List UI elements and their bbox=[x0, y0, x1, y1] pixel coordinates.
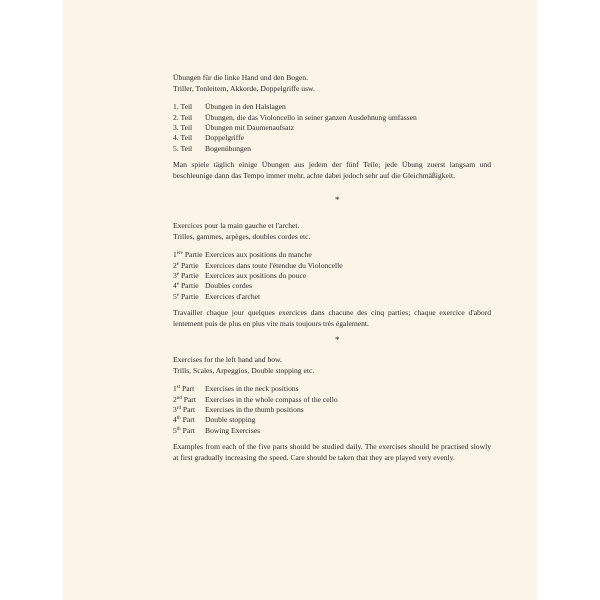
german-heading: Übungen für die linke Hand und den Bogen. bbox=[173, 73, 308, 82]
list-item bbox=[173, 133, 513, 143]
item-text: Übungen in den Halslagen bbox=[205, 102, 286, 112]
item-text: Double stopping bbox=[205, 415, 256, 425]
item-number: 4. bbox=[173, 133, 179, 143]
item-word: Teil bbox=[180, 133, 193, 143]
item-suffix: st bbox=[176, 385, 181, 391]
item-suffix: nd bbox=[176, 395, 182, 401]
section-separator: * bbox=[335, 195, 340, 205]
item-word: Teil bbox=[180, 112, 193, 122]
item-word: Teil bbox=[180, 143, 193, 153]
item-text: Übungen, die das Violoncello in seiner ganzen Ausdehnung umfassen bbox=[205, 112, 417, 122]
item-word: Partie bbox=[180, 281, 199, 291]
list-item bbox=[173, 281, 513, 291]
item-number: 5 bbox=[173, 291, 177, 301]
item-text: Exercices aux positions du manche bbox=[205, 250, 312, 260]
item-number: 5 bbox=[173, 425, 177, 435]
list-item bbox=[173, 261, 513, 271]
item-number: 1 bbox=[173, 250, 177, 260]
french-section bbox=[173, 221, 513, 337]
item-word: Teil bbox=[180, 122, 193, 132]
item-number: 4 bbox=[173, 281, 177, 291]
french-heading: Exercices pour la main gauche et l'archet. bbox=[173, 221, 300, 230]
item-word: Part bbox=[182, 425, 195, 435]
list-item bbox=[173, 395, 513, 405]
item-suffix: th bbox=[176, 426, 181, 432]
list-item bbox=[173, 123, 513, 133]
item-number: 1 bbox=[173, 384, 177, 394]
item-number: 3. bbox=[173, 122, 179, 132]
english-parts-list bbox=[173, 384, 513, 436]
item-text: Übungen mit Daumenaufsatz bbox=[205, 122, 294, 132]
item-number: 2. bbox=[173, 112, 179, 122]
section-separator: * bbox=[335, 335, 340, 345]
french-paragraph: Travailler chaque jour quelques exercices dans chacune des cinq parties; chaque exercice d'abord lentement puis de plus en plus vite mais toujours très également. bbox=[173, 308, 491, 328]
item-number: 3 bbox=[173, 404, 177, 414]
french-parts-list bbox=[173, 250, 513, 302]
english-subheading: Trills, Scales, Arpeggios, Double stopping etc. bbox=[173, 365, 315, 375]
item-text: Exercices dans toute l'étendue du Violoncelle bbox=[205, 260, 343, 270]
item-word: Part bbox=[182, 384, 195, 394]
item-text: Bowing Exercises bbox=[205, 425, 261, 435]
list-item bbox=[173, 271, 513, 281]
item-suffix: e bbox=[176, 282, 180, 288]
document-page bbox=[63, 0, 537, 600]
item-suffix: th bbox=[176, 416, 181, 422]
german-subheading: Triller, Tonleitern, Akkorde, Doppelgriffe usw. bbox=[173, 83, 315, 93]
item-text: Exercices aux positions du pouce bbox=[205, 270, 307, 280]
list-item bbox=[173, 426, 513, 436]
item-word: Teil bbox=[180, 102, 193, 112]
item-text: Exercises in the thumb positions bbox=[205, 404, 304, 414]
item-text: Doubles cordes bbox=[205, 281, 253, 291]
list-item bbox=[173, 102, 513, 112]
english-section bbox=[173, 355, 513, 471]
item-text: Exercises in the whole compass of the cello bbox=[205, 394, 338, 404]
item-word: Part bbox=[182, 415, 195, 425]
list-item bbox=[173, 250, 513, 260]
list-item bbox=[173, 144, 513, 154]
item-number: 2 bbox=[173, 260, 177, 270]
item-suffix: rd bbox=[176, 405, 181, 411]
item-number: 1. bbox=[173, 102, 179, 112]
item-text: Exercises in the neck positions bbox=[205, 384, 299, 394]
french-subheading: Trilles, gammes, arpèges, doubles cordes etc. bbox=[173, 231, 311, 241]
item-suffix: e bbox=[176, 271, 180, 277]
list-item bbox=[173, 405, 513, 415]
item-number: 4 bbox=[173, 415, 177, 425]
item-word: Partie bbox=[180, 291, 199, 301]
english-header bbox=[173, 355, 513, 376]
item-word: Part bbox=[182, 404, 196, 414]
english-paragraph: Examples from each of the five parts should be studied daily. The exercises should be practised slowly at first gradually increasing the speed. Care should be taken that they are played very evenly. bbox=[173, 442, 491, 462]
german-section bbox=[173, 73, 513, 189]
item-word: Partie bbox=[184, 250, 203, 260]
item-suffix: e bbox=[176, 261, 180, 267]
list-item bbox=[173, 292, 513, 302]
item-word: Partie bbox=[180, 270, 199, 280]
item-text: Doppelgriffe bbox=[205, 133, 245, 143]
item-number: 3 bbox=[173, 270, 177, 280]
german-paragraph: Man spiele täglich einige Übungen aus jedem der fünf Teile; jede Übung zuerst langsam und beschleunige dann das Tempo immer mehr, achte dabei jedoch sehr auf die Gleichmäßigkeit. bbox=[173, 160, 491, 180]
french-header bbox=[173, 221, 513, 242]
item-word: Part bbox=[183, 394, 196, 404]
list-item bbox=[173, 415, 513, 425]
german-header bbox=[173, 73, 513, 94]
item-text: Bogenübungen bbox=[205, 143, 251, 153]
item-suffix: ère bbox=[176, 251, 183, 257]
list-item bbox=[173, 384, 513, 394]
item-number: 5. bbox=[173, 143, 179, 153]
item-suffix: e bbox=[176, 292, 180, 298]
item-text: Exercices d'archet bbox=[205, 291, 261, 301]
item-number: 2 bbox=[173, 394, 177, 404]
item-word: Partie bbox=[180, 260, 199, 270]
list-item bbox=[173, 113, 513, 123]
german-parts-list bbox=[173, 102, 513, 154]
english-heading: Exercises for the left hand and bow. bbox=[173, 355, 282, 364]
